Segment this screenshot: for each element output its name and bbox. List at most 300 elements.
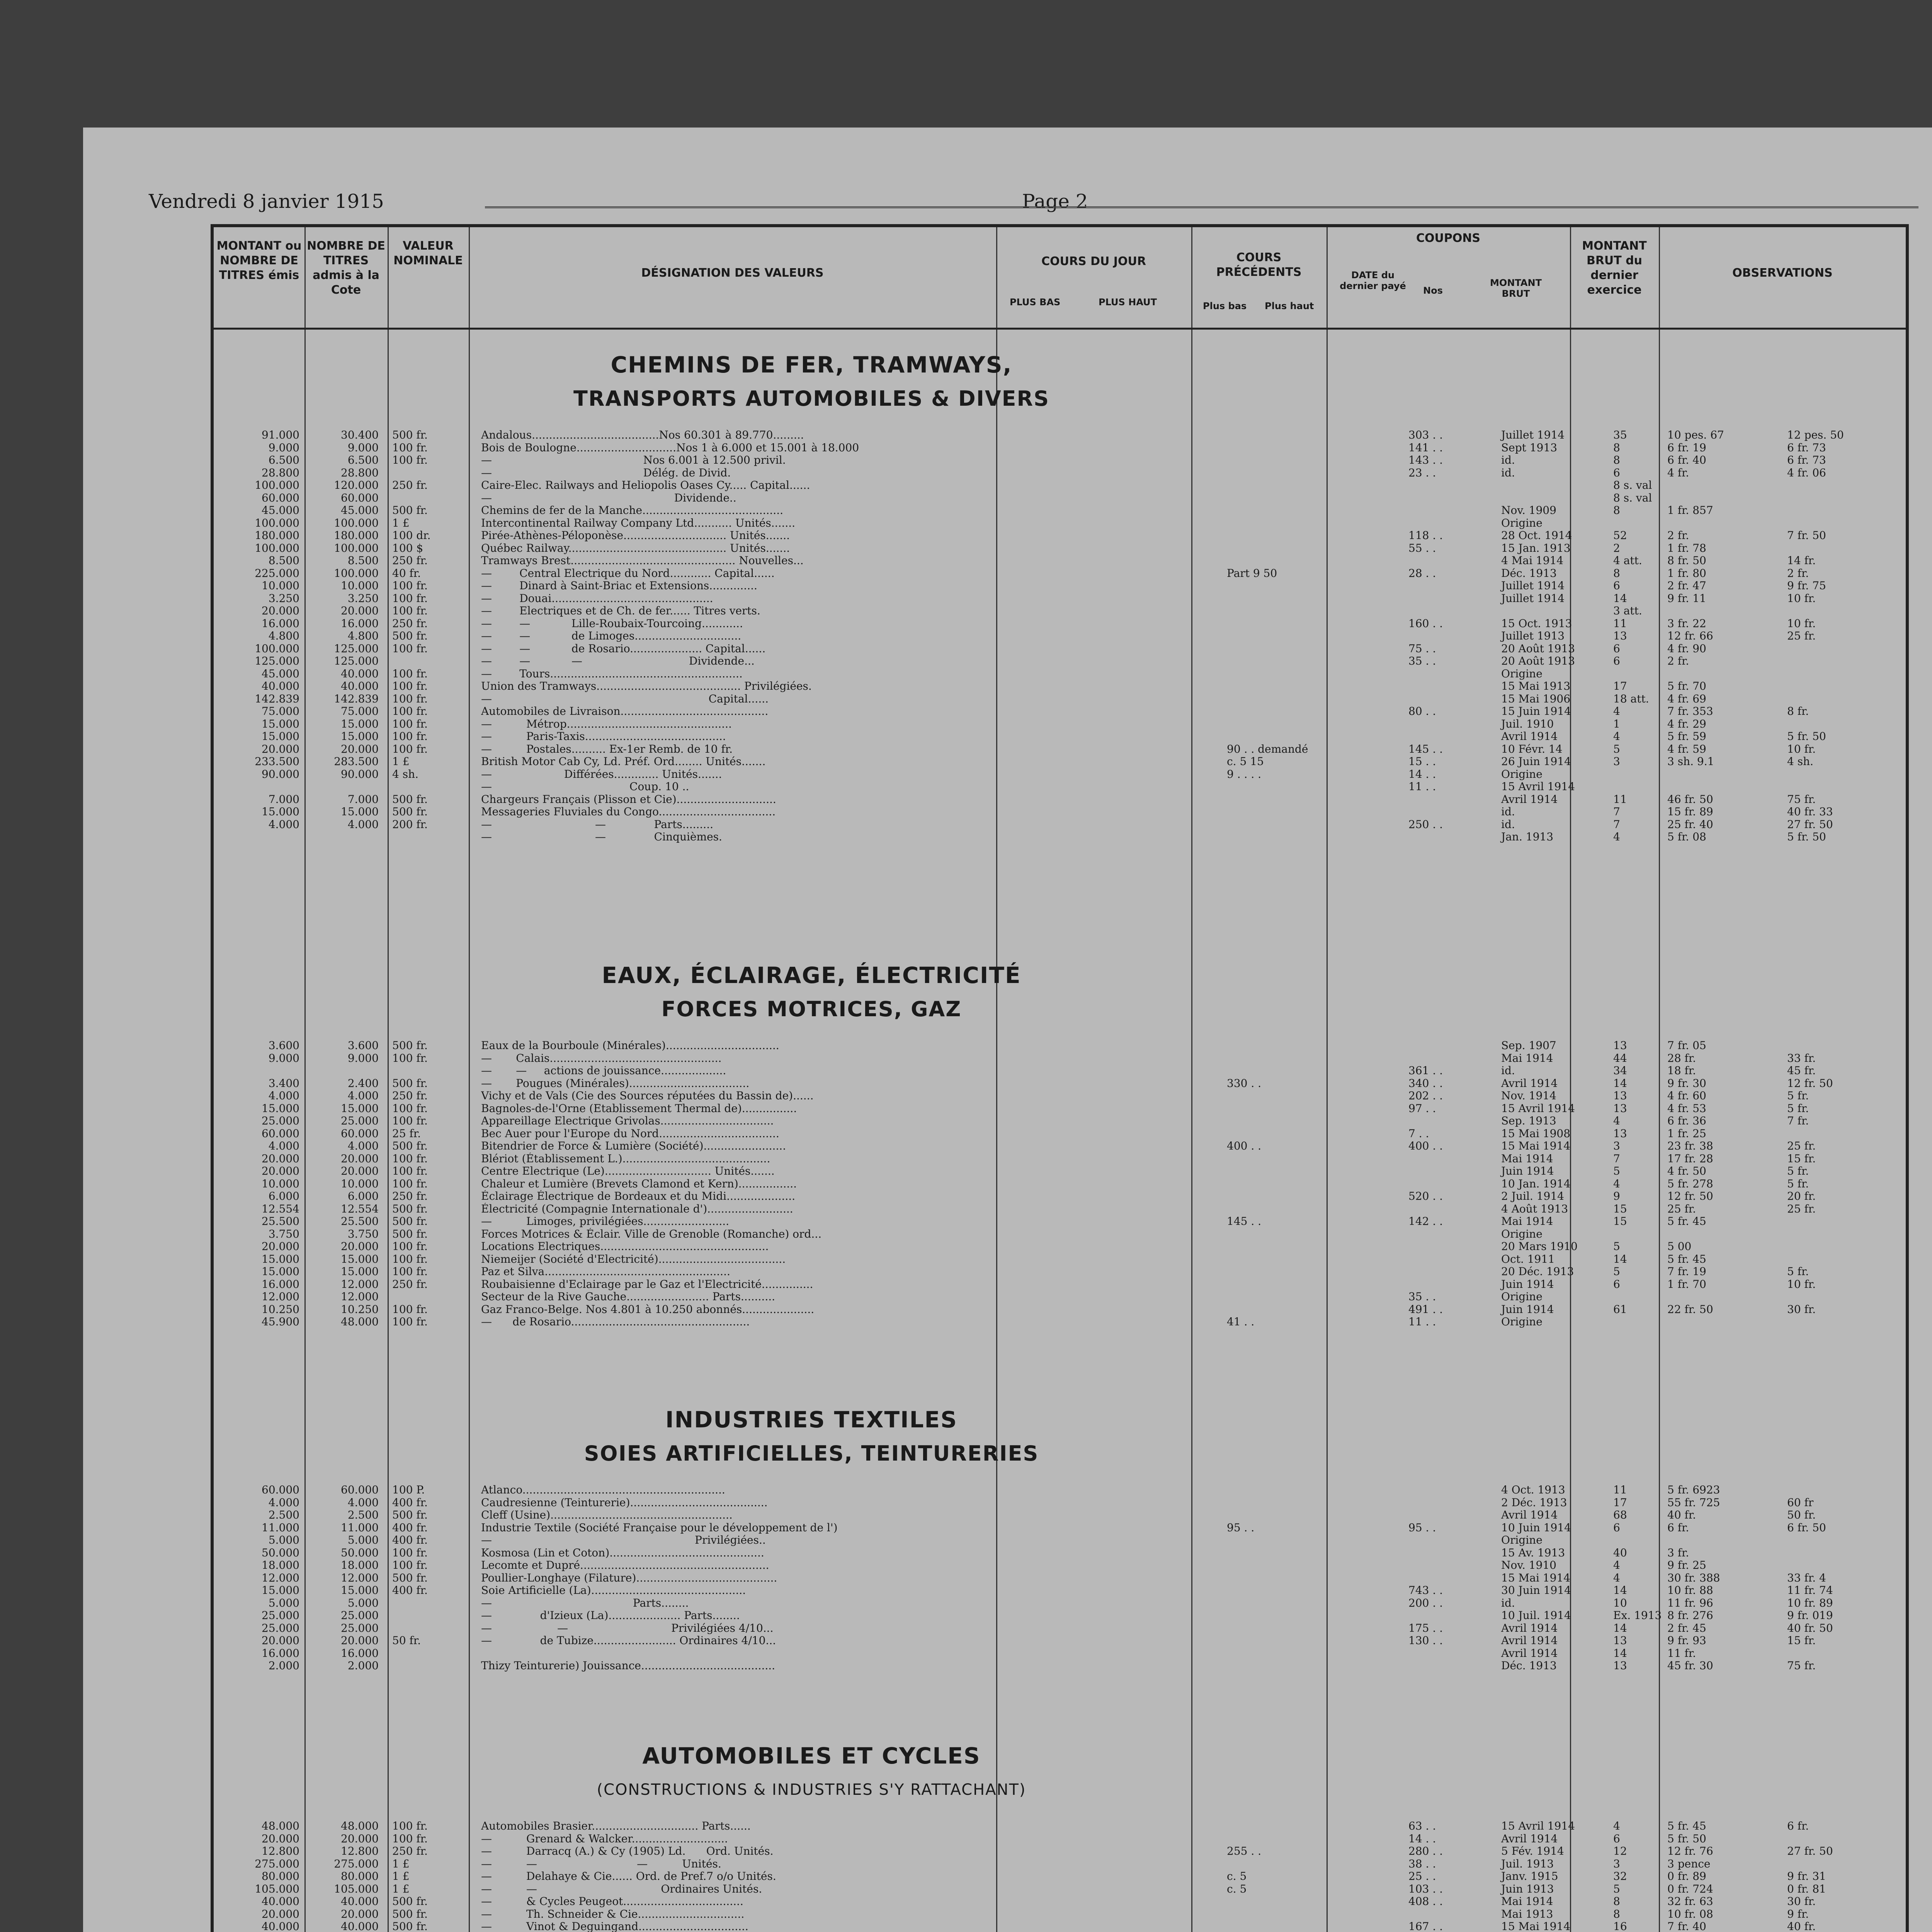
cell-nomb: 15.000 [341,805,379,818]
table-row [214,1484,1907,1497]
cell-nomb: 20.000 [341,1634,379,1647]
table-row [214,730,1907,743]
cell-val: 100 fr. [392,742,428,755]
cell-des: — Postales.......... Ex-1er Remb. de 10 fr. [481,743,733,755]
cell-brut: 15 fr. [1787,1152,1816,1165]
cell-des: Éclairage Électrique de Bordeaux et du Midi.................... [481,1190,796,1202]
cell-amt: 5 fr. 45 [1667,1820,1706,1832]
cell-des: Automobiles de Livraison........................................... [481,705,769,718]
cell-amt: 6 fr. 19 [1667,441,1706,454]
cell-date: Juillet 1914 [1501,579,1565,592]
cell-cj: 9 . . . . [1227,767,1262,781]
cell-des: — — Cinquièmes. [481,831,722,843]
cell-no: 13 [1613,1102,1627,1115]
cell-nomb: 48.000 [341,1820,379,1832]
table-row [214,580,1907,592]
cell-cj: 255 . . [1227,1845,1262,1857]
table-row [214,429,1907,442]
cell-nomb: 275.000 [334,1857,379,1870]
cell-date: 15 Jan. 1913 [1501,541,1571,554]
cell-val: 100 fr. [392,441,428,454]
cell-amt: 7 fr. 05 [1667,1039,1706,1052]
cell-amt: 9 fr. 93 [1667,1634,1706,1647]
table-row [214,1509,1907,1522]
cell-no: 4 [1613,730,1620,743]
cell-no: 5 [1613,1882,1620,1895]
cell-mont: 7.000 [268,793,299,806]
cell-des: — Darracq (A.) & Cy (1905) Ld. Ord. Unités. [481,1845,774,1857]
cell-brut: 9 fr. 75 [1787,579,1826,592]
cell-brut: 5 fr. [1787,1165,1809,1177]
cell-date: 15 Juin 1914 [1501,705,1571,718]
cell-des: British Motor Cab Cy, Ld. Préf. Ord........ Unités....... [481,755,766,768]
cell-mont: 20.000 [262,1907,299,1920]
cell-amt: 1 fr. 25 [1667,1127,1706,1140]
cell-prev: 14 . . [1408,767,1436,781]
cell-des: Québec Railway.............................................. Unités....... [481,542,790,554]
table-row [214,831,1907,844]
cell-des: Chaleur et Lumière (Brevets Clamond et Kern)................. [481,1177,797,1190]
cell-prev: 80 . . [1408,705,1436,718]
cell-nomb: 11.000 [341,1521,379,1534]
cell-val: 100 fr. [392,642,428,655]
hdr-coupons: COUPONS [1416,231,1481,245]
cell-date: Mai 1913 [1501,1907,1553,1920]
table-row [214,793,1907,806]
cell-no: 6 [1613,655,1620,667]
cell-des: Atlanco........................................................... [481,1484,725,1496]
cell-val: 100 fr. [392,1051,428,1065]
section-subtitle-line: FORCES MOTRICES, GAZ [661,997,962,1021]
cell-brut: 2 fr. [1787,566,1809,580]
cell-amt: 55 fr. 725 [1667,1496,1720,1509]
section-subtitle-line: (CONSTRUCTIONS & INDUSTRIES S'Y RATTACHANT) [597,1781,1026,1799]
cell-no: 5 [1613,1165,1620,1177]
cell-date: Sep. 1907 [1501,1039,1556,1052]
cell-val: 500 fr. [392,1509,428,1521]
cell-des: Vichy et de Vals (Cie des Sources réputées du Bassin de)...... [481,1090,814,1102]
section-title [425,1403,1198,1471]
cell-des: Secteur de la Rive Gauche........................ Parts.......... [481,1291,776,1303]
cell-date: 10 Juin 1914 [1501,1521,1571,1534]
cell-prev: 520 . . [1408,1190,1443,1202]
cell-des: Caire-Elec. Railways and Heliopolis Oases Cy..... Capital...... [481,479,810,492]
cell-des: Blériot (Établissement L.)........................................... [481,1152,770,1165]
cell-amt: 6 fr. [1667,1521,1689,1534]
cell-amt: 5 fr. 45 [1667,1215,1706,1228]
cell-val: 100 fr. [392,1177,428,1190]
cell-val: 1 £ [392,1857,410,1870]
cell-prev: 35 . . [1408,655,1436,667]
cell-no: 4 [1613,1559,1620,1571]
cell-mont: 100.000 [255,541,299,554]
cell-no: 9 [1613,1190,1620,1202]
cell-brut: 4 fr. 06 [1787,466,1826,479]
cell-des: — Métrop................................................ [481,718,732,730]
cell-amt: 4 fr. 90 [1667,642,1706,655]
cell-prev: 97 . . [1408,1102,1436,1115]
hdr-valeur: VALEUR NOMINALE [393,239,463,267]
cell-des: Roubaisienne d'Eclairage par le Gaz et l'Electricité............... [481,1278,813,1291]
cell-no: 13 [1613,1127,1627,1140]
cell-date: Jan. 1913 [1501,830,1554,843]
cell-no: 8 [1613,504,1620,517]
cell-prev: 491 . . [1408,1303,1443,1316]
cell-des: Électricité (Compagnie Internationale d')......................... [481,1202,793,1215]
cell-des: — — Parts......... [481,818,714,831]
cell-nomb: 90.000 [341,767,379,781]
cell-brut: 7 fr. 50 [1787,529,1826,542]
cell-des: — — — Dividende... [481,655,755,667]
cell-brut: 12 pes. 50 [1787,429,1844,441]
table-row [214,1609,1907,1622]
cell-des: Forces Motrices & Éclair. Ville de Grenoble (Romanche) ord... [481,1228,822,1240]
cell-mont: 3.400 [268,1077,299,1090]
cell-date: 15 Mai 1914 [1501,1571,1571,1584]
table-row [214,1253,1907,1266]
cell-nomb: 40.000 [341,680,379,692]
table-row [214,1039,1907,1052]
cell-brut: 6 fr. 50 [1787,1521,1826,1534]
cell-cj: 95 . . [1227,1521,1255,1534]
cell-no: 14 [1613,1621,1627,1634]
cell-date: id. [1501,1596,1515,1609]
cell-mont: 15.000 [262,805,299,818]
cell-mont: 8.500 [268,554,299,567]
cell-prev: 14 . . [1408,1832,1436,1845]
cell-brut: 7 fr. [1787,1114,1809,1127]
hdr-brut-dernier: MONTANT BRUT du dernier exercice [1582,239,1647,297]
cell-val: 100 fr. [392,1820,428,1832]
cell-mont: 16.000 [262,1646,299,1660]
cell-nomb: 125.000 [334,655,379,667]
cell-nomb: 28.800 [341,466,379,479]
cell-no: 4 [1613,1820,1620,1832]
cell-des: Cleff (Usine)..................................................... [481,1509,733,1521]
cell-amt: 5 fr. 70 [1667,680,1706,692]
cell-nomb: 6.500 [347,454,379,466]
cell-val: 500 fr. [392,1571,428,1584]
cell-val: 100 fr. [392,454,428,466]
cell-no: 13 [1613,1039,1627,1052]
cell-amt: 0 fr. 724 [1667,1882,1713,1895]
table-row [214,1115,1907,1128]
cell-date: Oct. 1911 [1501,1252,1555,1265]
cell-mont: 275.000 [255,1857,299,1870]
cell-mont: 3.250 [268,592,299,605]
cell-amt: 4 fr. 59 [1667,742,1706,755]
cell-date: Avril 1914 [1501,1509,1558,1521]
section-subtitle-line: SOIES ARTIFICIELLES, TEINTURERIES [584,1441,1039,1466]
cell-amt: 9 fr. 11 [1667,592,1706,605]
cell-mont: 12.000 [262,1290,299,1303]
cell-des: — — — Unités. [481,1857,721,1870]
cell-val: 100 fr. [392,692,428,705]
cell-date: Déc. 1913 [1501,1659,1557,1672]
cell-cj: 41 . . [1227,1315,1255,1328]
cell-val: 250 fr. [392,617,428,630]
cell-val: 100 fr. [392,1252,428,1265]
cell-no: 11 [1613,1483,1627,1496]
cell-mont: 4.800 [268,629,299,642]
cell-des: Gaz Franco-Belge. Nos 4.801 à 10.250 abonnés..................... [481,1303,815,1316]
cell-prev: 28 . . [1408,566,1436,580]
section-title-line: INDUSTRIES TEXTILES [665,1406,957,1433]
cell-date: Avril 1914 [1501,1646,1558,1660]
table-row [214,743,1907,756]
cell-date: Déc. 1913 [1501,566,1557,580]
cell-date: Origine [1501,1534,1543,1546]
cell-date: Avril 1914 [1501,1634,1558,1647]
cell-des: Messageries Fluviales du Congo.................................. [481,806,776,818]
cell-val: 500 fr. [392,805,428,818]
table-row [214,693,1907,706]
cell-nomb: 50.000 [341,1546,379,1559]
cell-amt: 28 fr. [1667,1051,1696,1065]
cell-no: 13 [1613,1634,1627,1647]
cell-des: — Paris-Taxis......................................... [481,730,726,743]
cell-cj: Part 9 50 [1227,566,1277,580]
cell-val: 250 fr. [392,479,428,492]
cell-brut: 5 fr. [1787,1265,1809,1278]
cell-amt: 5 fr. 50 [1667,1832,1706,1845]
table-row [214,1165,1907,1178]
cell-no: 52 [1613,529,1627,542]
cell-brut: 60 fr [1787,1496,1814,1509]
cell-mont: 12.800 [262,1845,299,1857]
cell-brut: 10 fr. [1787,1277,1816,1291]
cell-brut: 40 fr. [1787,1920,1816,1932]
cell-nomb: 125.000 [334,642,379,655]
cell-nomb: 60.000 [341,1127,379,1140]
cell-mont: 60.000 [262,491,299,504]
cell-mont: 25.000 [262,1609,299,1622]
table-row [214,643,1907,655]
cell-amt: 5 fr. 08 [1667,830,1706,843]
cell-mont: 10.000 [262,579,299,592]
table-row [214,1870,1907,1883]
hdr-plus-haut: PLUS HAUT [1099,297,1157,308]
cell-cj: 145 . . [1227,1215,1262,1228]
cell-des: Centre Electrique (Le)............................... Unités....... [481,1165,775,1177]
cell-des: Industrie Textile (Société Française pour le développement de l') [481,1521,838,1534]
cell-prev: 160 . . [1408,617,1443,630]
cell-amt: 6 fr. 36 [1667,1114,1706,1127]
cell-des: — Calais.................................................. [481,1052,722,1065]
table-row [214,617,1907,630]
cell-no: 11 [1613,793,1627,806]
cell-date: Mai 1914 [1501,1152,1553,1165]
cell-nomb: 40.000 [341,667,379,680]
cell-brut: 50 fr. [1787,1509,1816,1521]
cell-date: Juin 1914 [1501,1303,1554,1316]
cell-val: 500 fr. [392,629,428,642]
table-row [214,592,1907,605]
table-row [214,1153,1907,1165]
cell-mont: 100.000 [255,479,299,492]
cell-date: 15 Mai 1913 [1501,680,1571,692]
cell-amt: 1 fr. 78 [1667,541,1706,554]
cell-des: Bagnoles-de-l'Orne (Etablissement Thermal de)................ [481,1102,797,1115]
section-rows [214,1484,1907,1672]
cell-amt: 25 fr. 40 [1667,818,1713,831]
hdr-cours-prec: COURS PRÉCÉDENTS [1216,251,1302,279]
cell-prev: 303 . . [1408,429,1443,441]
cell-date: Avril 1914 [1501,1832,1558,1845]
table-row [214,768,1907,781]
cell-prev: 361 . . [1408,1064,1443,1077]
cell-val: 50 fr. [392,1634,421,1647]
cell-date: Juillet 1914 [1501,592,1565,605]
cell-date: 15 Oct. 1913 [1501,617,1572,630]
cell-amt: 25 fr. [1667,1202,1696,1215]
cell-des: — — Privilégiées 4/10... [481,1622,774,1634]
cell-nomb: 80.000 [341,1870,379,1883]
cell-prev: 11 . . [1408,780,1436,793]
cell-val: 400 fr. [392,1534,428,1546]
cell-mont: 75.000 [262,705,299,718]
cell-val: 400 fr. [392,1496,428,1509]
cell-mont: 5.000 [268,1534,299,1546]
cell-brut: 5 fr. [1787,1089,1809,1102]
hdr-date-dernier: DATE du dernier payé [1340,270,1406,291]
cell-mont: 25.000 [262,1621,299,1634]
cell-des: — — actions de jouissance................... [481,1065,726,1077]
cell-des: Automobiles Brasier............................... Parts...... [481,1820,751,1832]
cell-prev: 25 . . [1408,1870,1436,1883]
cell-nomb: 15.000 [341,1265,379,1278]
cell-brut: 6 fr. 73 [1787,441,1826,454]
cell-mont: 12.554 [262,1202,299,1215]
cell-brut: 40 fr. 33 [1787,805,1833,818]
table-row [214,467,1907,480]
cell-no: 15 [1613,1202,1627,1215]
cell-amt: 18 fr. [1667,1064,1696,1077]
cell-brut: 30 fr. [1787,1303,1816,1316]
cell-date: id. [1501,466,1515,479]
cell-des: — Délég. de Divid. [481,466,731,479]
cell-mont: 5.000 [268,1596,299,1609]
cell-no: 12 [1613,1845,1627,1857]
cell-mont: 20.000 [262,1634,299,1647]
cell-no: 6 [1613,579,1620,592]
cell-prev: 175 . . [1408,1621,1443,1634]
cell-des: Kosmosa (Lin et Coton)............................................. [481,1546,764,1559]
cell-des: — Grenard & Walcker............................ [481,1832,728,1845]
cell-des: Bec Auer pour l'Europe du Nord................................... [481,1127,779,1140]
cell-brut: 27 fr. 50 [1787,1845,1833,1857]
hdr-nombre: NOMBRE DE TITRES admis à la Cote [307,239,385,297]
cell-mont: 20.000 [262,1152,299,1165]
cell-nomb: 15.000 [341,1584,379,1597]
header-rule [485,206,1918,208]
cell-brut: 25 fr. [1787,1202,1816,1215]
cell-date: Sep. 1913 [1501,1114,1556,1127]
table-row [214,1858,1907,1871]
cell-no: 32 [1613,1870,1627,1883]
cell-nomb: 20.000 [341,742,379,755]
cell-mont: 16.000 [262,1277,299,1291]
cell-nomb: 20.000 [341,604,379,617]
cell-amt: 3 sh. 9.1 [1667,755,1714,768]
cell-brut: 30 fr. [1787,1895,1816,1908]
hdr-prec-haut: Plus haut [1265,301,1314,311]
cell-prev: 743 . . [1408,1584,1443,1597]
cell-nomb: 20.000 [341,1832,379,1845]
cell-des: — — de Rosario..................... Capital...... [481,642,766,655]
cell-no: 8 [1613,1895,1620,1908]
cell-prev: 145 . . [1408,742,1443,755]
cell-nomb: 4.000 [347,1089,379,1102]
cell-amt: 8 fr. 50 [1667,554,1706,567]
table-row [214,1660,1907,1672]
cell-nomb: 100.000 [334,566,379,580]
cell-date: id. [1501,818,1515,831]
cell-mont: 4.000 [268,1089,299,1102]
table-row [214,1497,1907,1509]
table-row [214,1052,1907,1065]
table-row [214,1291,1907,1303]
cell-amt: 0 fr. 89 [1667,1870,1706,1883]
cell-des: — Dinard à Saint-Briac et Extensions.............. [481,580,757,592]
cell-mont: 15.000 [262,1265,299,1278]
cell-nomb: 20.000 [341,1152,379,1165]
cell-amt: 8 fr. 276 [1667,1609,1713,1622]
cell-date: Nov. 1909 [1501,504,1556,517]
cell-no: 8 [1613,566,1620,580]
cell-mont: 15.000 [262,1102,299,1115]
cell-brut [1787,479,1880,492]
cell-brut: 40 fr. 50 [1787,1621,1833,1634]
cell-mont: 15.000 [262,730,299,743]
section-rows [214,1039,1907,1328]
cell-date: Mai 1914 [1501,1895,1553,1908]
table-row [214,1190,1907,1203]
cell-mont: 105.000 [255,1882,299,1895]
cell-nomb: 142.839 [334,692,379,705]
cell-no: 44 [1613,1051,1627,1065]
cell-val: 100 fr. [392,705,428,718]
cell-des: — Nos 6.001 à 12.500 privil. [481,454,786,466]
cell-brut: 10 fr. [1787,617,1816,630]
cell-brut: 5 fr. [1787,1102,1809,1115]
cell-des: Lecomte et Dupré....................................................... [481,1559,769,1571]
cell-mont: 20.000 [262,1240,299,1253]
table-row [214,567,1907,580]
cell-val: 250 fr. [392,1277,428,1291]
cell-date: Origine [1501,1290,1543,1303]
cell-date: 30 Juin 1914 [1501,1584,1571,1597]
cell-nomb: 40.000 [341,1920,379,1932]
cell-amt: 7 fr. 40 [1667,1920,1706,1932]
cell-date: 15 Av. 1913 [1501,1546,1565,1559]
cell-amt: 15 fr. 89 [1667,805,1713,818]
cell-val: 250 fr. [392,1845,428,1857]
cell-nomb: 12.000 [341,1277,379,1291]
cell-no: 61 [1613,1303,1627,1316]
cell-date: Juil. 1910 [1501,717,1554,730]
cell-brut: 33 fr. [1787,1051,1816,1065]
cell-amt: 1 fr. 80 [1667,566,1706,580]
table-row [214,1090,1907,1102]
table-row [214,1228,1907,1241]
cell-prev: 38 . . [1408,1857,1436,1870]
cell-amt: 10 fr. 08 [1667,1907,1713,1920]
cell-mont: 91.000 [262,429,299,441]
cell-prev: 63 . . [1408,1820,1436,1832]
cell-val: 500 fr. [392,1227,428,1240]
table-row [214,1215,1907,1228]
